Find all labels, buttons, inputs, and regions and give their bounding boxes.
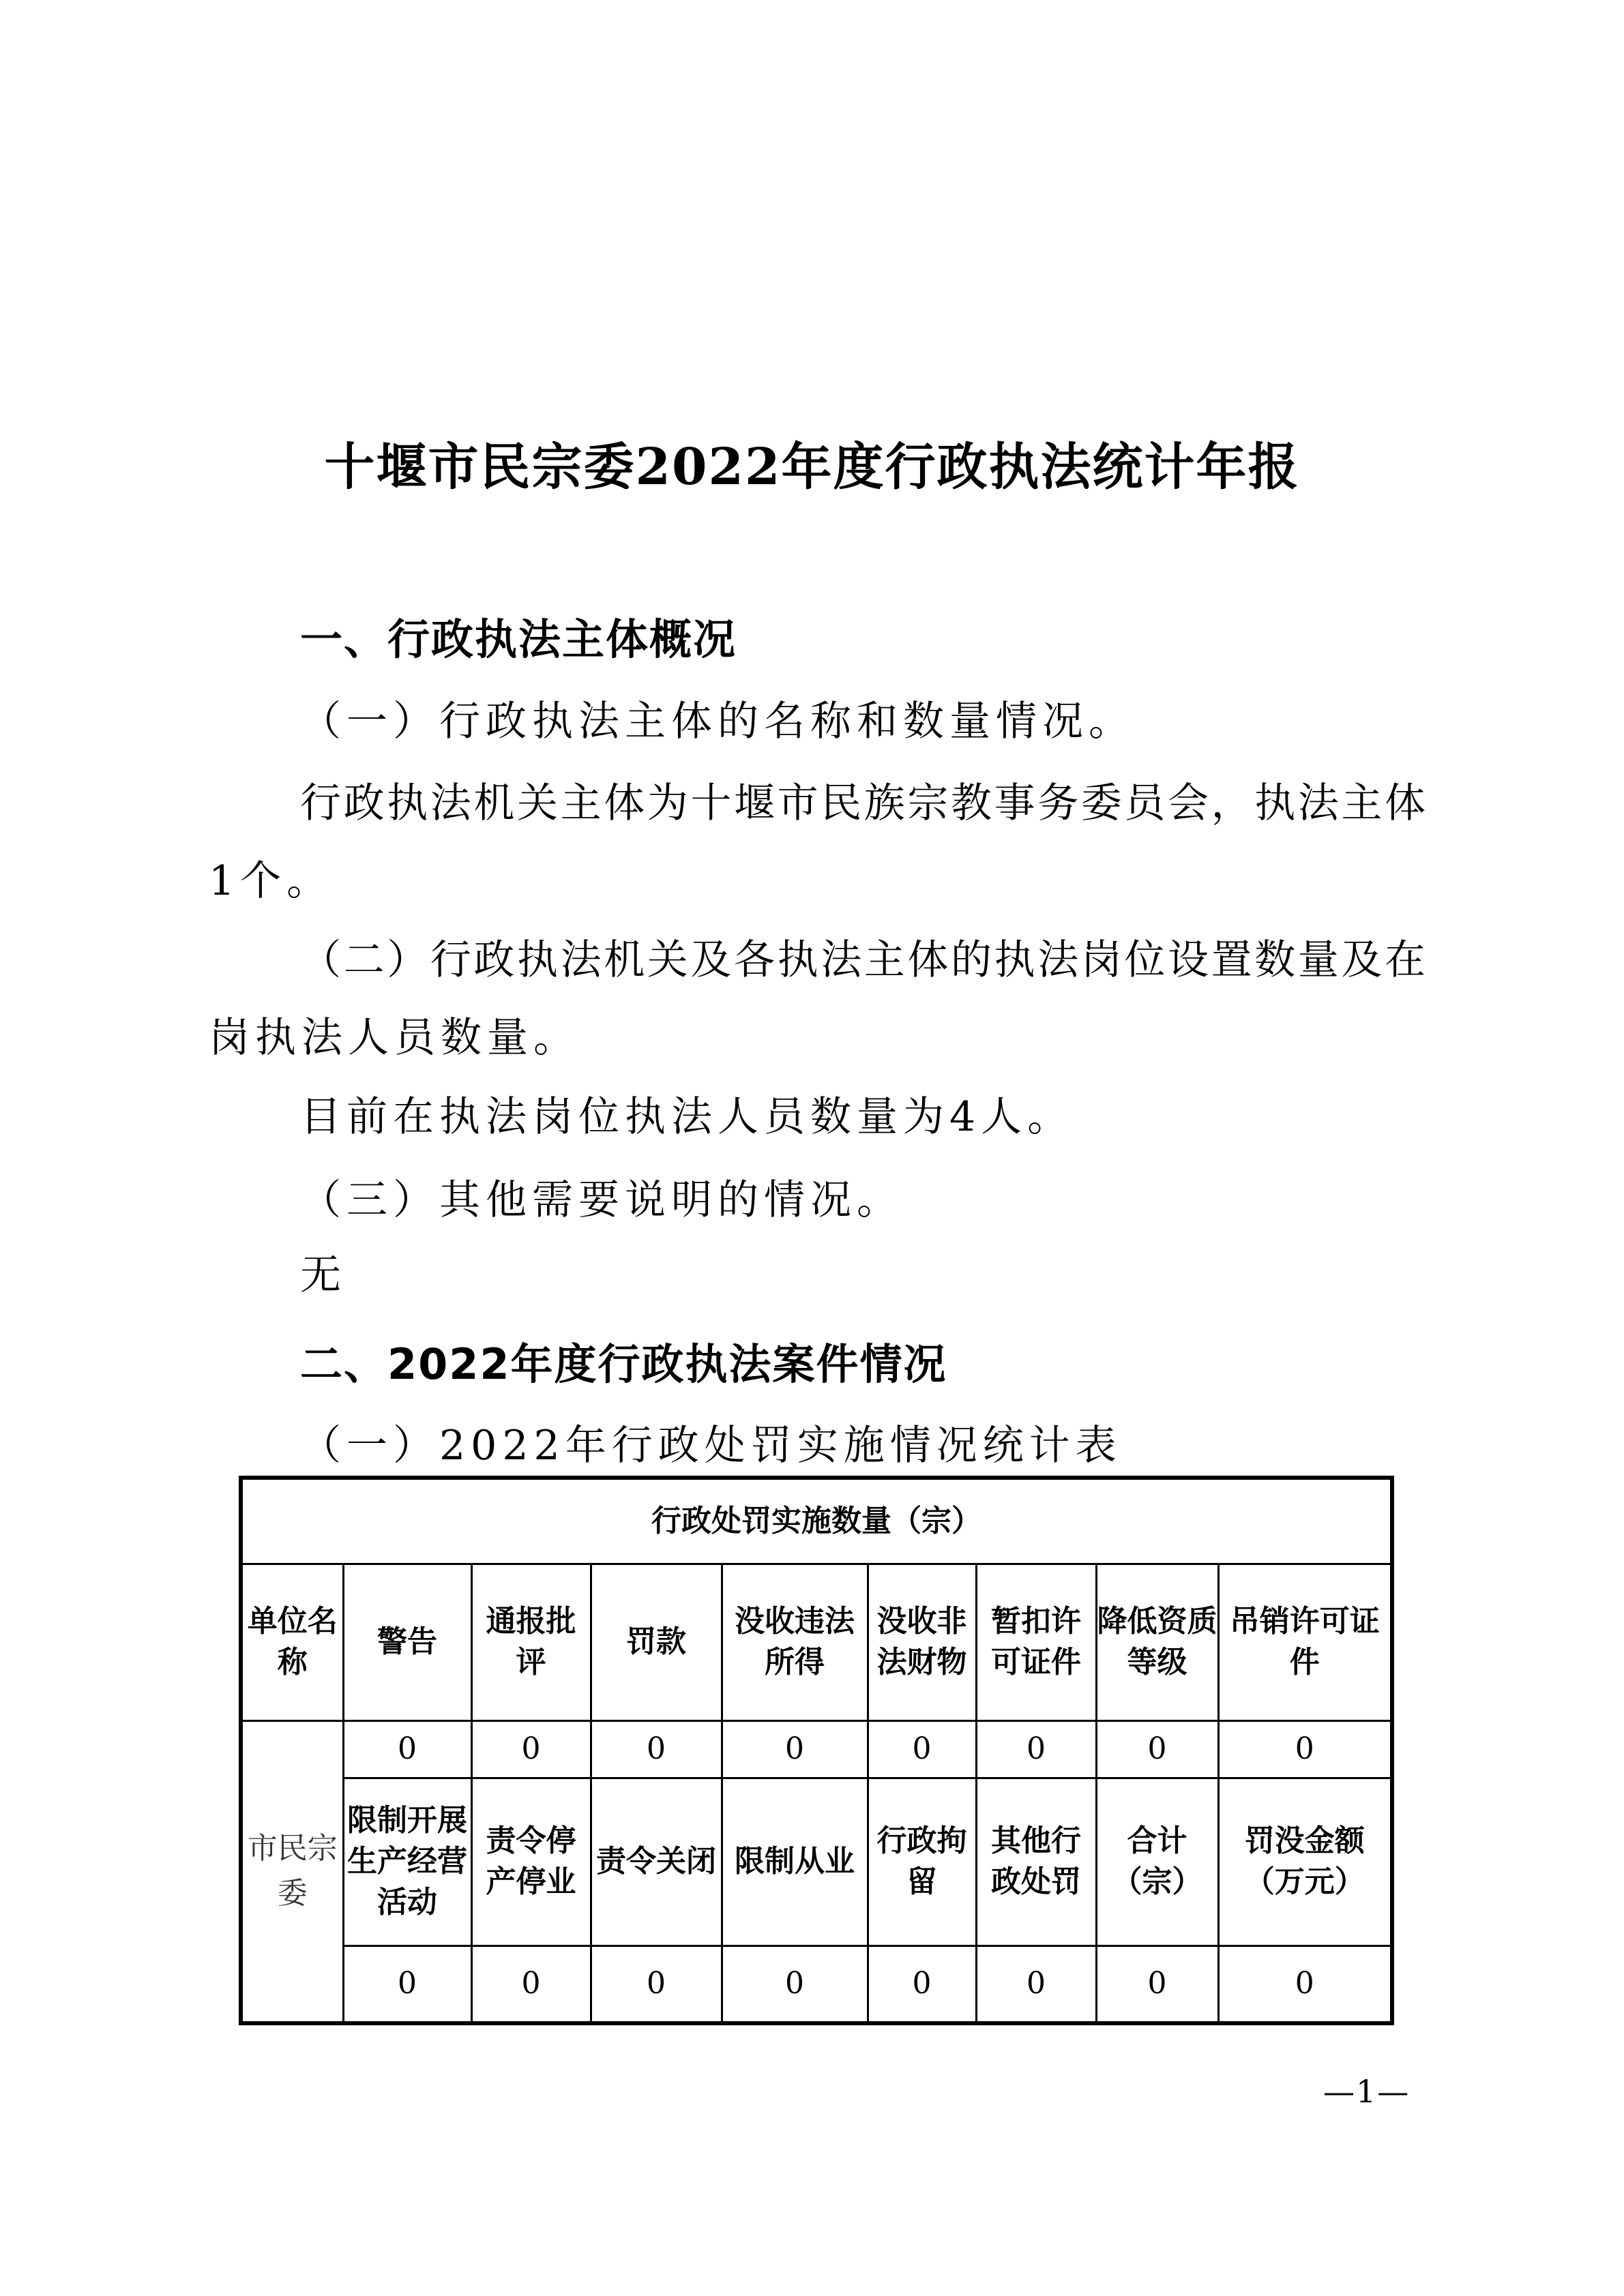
header-cell: 限制从业 [722,1778,868,1945]
value-cell: 0 [471,1720,591,1778]
value-cell: 0 [976,1720,1096,1778]
header-cell: 暂扣许可证件 [976,1564,1096,1720]
header-cell: 没收非法财物 [868,1564,976,1720]
header-cell: 其他行政处罚 [976,1778,1096,1945]
value-cell: 0 [591,1720,722,1778]
section1-sub3-body: 无 [300,1251,346,1299]
value-cell: 0 [343,1720,471,1778]
penalty-stats-table [239,1476,1394,2025]
section1-sub2-heading-line1: （二）行政执法机关及各执法主体的执法岗位设置数量及在 [300,936,1426,984]
value-cell: 0 [1218,1945,1392,2023]
unit-name-cell: 市民宗委 [241,1720,343,2023]
header-cell: 合计（宗） [1096,1778,1218,1945]
header-cell: 限制开展生产经营活动 [343,1778,471,1945]
value-cell: 0 [343,1945,471,2023]
header-cell: 通报批评 [471,1564,591,1720]
section1-sub1-body-line2: 1个。 [209,857,334,905]
header-cell: 罚没金额（万元） [1218,1778,1392,1945]
page-number: —1— [1323,2073,1411,2110]
header-cell: 罚款 [591,1564,722,1720]
header-cell: 警告 [343,1564,471,1720]
value-cell: 0 [471,1945,591,2023]
header-cell: 吊销许可证件 [1218,1564,1392,1720]
section1-sub2-body: 目前在执法岗位执法人员数量为4人。 [300,1093,1074,1141]
page-title: 十堰市民宗委2022年度行政执法统计年报 [324,438,1300,496]
value-cell: 0 [591,1945,722,2023]
value-cell: 0 [976,1945,1096,2023]
section1-heading: 一、行政执法主体概况 [300,614,737,664]
value-cell: 0 [1218,1720,1392,1778]
value-cell: 0 [1096,1945,1218,2023]
header-cell: 行政拘留 [868,1778,976,1945]
value-cell: 0 [722,1720,868,1778]
value-cell: 0 [722,1945,868,2023]
header-cell: 责令停产停业 [471,1778,591,1945]
value-cell: 0 [868,1945,976,2023]
header-cell: 没收违法所得 [722,1564,868,1720]
table-caption: 行政处罚实施数量（宗） [241,1478,1392,1564]
header-cell: 责令关闭 [591,1778,722,1945]
unit-header: 单位名称 [241,1564,343,1720]
section1-sub1-heading: （一）行政执法主体的名称和数量情况。 [300,698,1135,745]
section2-sub1-heading: （一）2022年行政处罚实施情况统计表 [300,1422,1122,1470]
section2-heading: 二、2022年度行政执法案件情况 [300,1339,947,1389]
section1-sub1-body-line1: 行政执法机关主体为十堰市民族宗教事务委员会，执法主体 [300,779,1426,827]
value-cell: 0 [1096,1720,1218,1778]
section1-sub2-heading-line2: 岗执法人员数量。 [209,1014,580,1062]
header-cell: 降低资质等级 [1096,1564,1218,1720]
section1-sub3-heading: （三）其他需要说明的情况。 [300,1176,903,1224]
value-cell: 0 [868,1720,976,1778]
